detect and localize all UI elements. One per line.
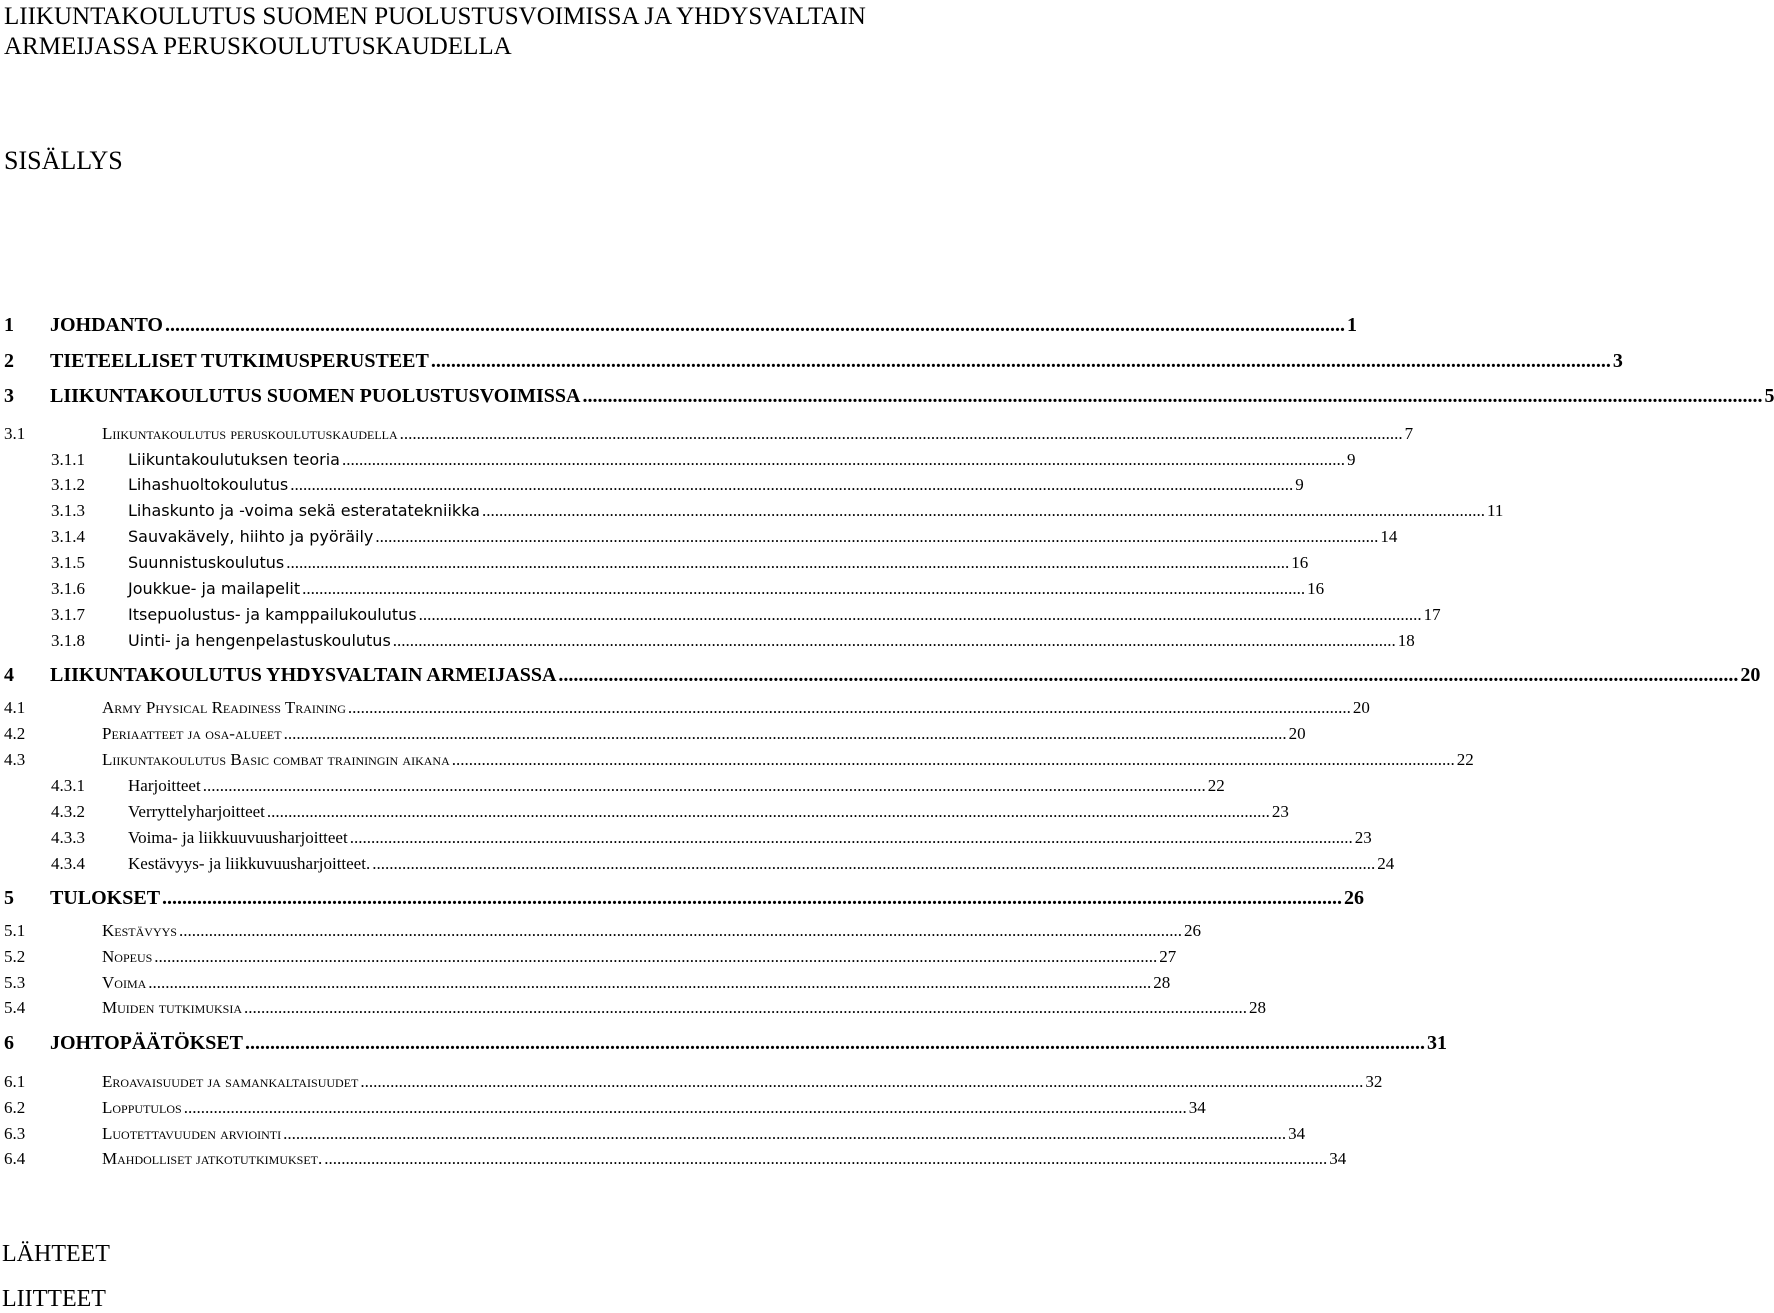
toc-entry-page: 24 [1377, 854, 1395, 873]
toc-entry [0, 349, 1623, 373]
toc-dot-leader [375, 526, 1378, 548]
toc-entry-title: Army Physical Readiness Training [102, 698, 346, 717]
toc-entry [0, 1031, 1448, 1055]
toc-entry-leader [50, 1031, 1448, 1055]
toc-entry-title: Itsepuolustus- ja kamppailukoulutus [128, 605, 417, 624]
toc-entry-number: 3.1.8 [51, 631, 85, 650]
toc-entry-page: 32 [1365, 1072, 1383, 1091]
toc-entry-number: 5.4 [4, 998, 26, 1017]
toc-entry-leader [128, 775, 1225, 797]
toc-entry [0, 384, 1774, 408]
toc-entry-page: 34 [1288, 1124, 1306, 1143]
toc-entry-page: 26 [1344, 887, 1365, 909]
toc-entry-title: Nopeus [102, 947, 153, 966]
toc-entry-title: Verryttelyharjoitteet [128, 802, 265, 821]
toc-entry-title: Luotettavuuden arviointi [102, 1124, 282, 1143]
toc-entry-page: 27 [1159, 947, 1177, 966]
toc-entry-page: 23 [1271, 802, 1289, 821]
toc-entry-title: TULOKSET [50, 887, 161, 909]
document-title: LIIKUNTAKOULUTUS SUOMEN PUOLUSTUSVOIMISSA JA YHDYSVALTAIN ARMEIJASSA PERUSKOULUTUSKAUDELLA [4, 3, 866, 60]
toc-entry [0, 697, 1370, 721]
toc-dot-leader [244, 997, 1247, 1019]
toc-entry-title: TIETEELLISET TUTKIMUSPERUSTEET [50, 350, 429, 372]
toc-entry-number: 6.4 [4, 1149, 26, 1168]
toc-entry-number: 4.3.4 [51, 854, 85, 873]
toc-entry-leader [102, 972, 1171, 994]
toc-entry-title: Sauvakävely, hiihto ja pyöräily [128, 527, 374, 546]
toc-entry-page: 5 [1764, 385, 1774, 407]
toc-entry-number: 6.3 [4, 1124, 26, 1143]
toc-dot-leader [284, 723, 1287, 745]
toc-entry-title: LIIKUNTAKOULUTUS SUOMEN PUOLUSTUSVOIMISSA [50, 385, 581, 407]
toc-dot-leader [290, 474, 1293, 496]
toc-entry-number: 3.1.7 [51, 605, 85, 624]
toc-entry [0, 526, 1398, 550]
toc-entry [0, 749, 1474, 773]
toc-entry [0, 853, 1395, 877]
appendix-references: LÄHTEET [2, 1241, 110, 1267]
toc-dot-leader [148, 972, 1151, 994]
toc-dot-leader [350, 827, 1353, 849]
toc-entry [0, 1148, 1347, 1172]
toc-entry-number: 4.2 [4, 724, 26, 743]
toc-entry-page: 26 [1183, 921, 1201, 940]
toc-entry-leader [50, 313, 1357, 337]
toc-dot-leader [431, 349, 1611, 373]
toc-entry-page: 20 [1740, 664, 1761, 686]
toc-entry-page: 11 [1486, 501, 1504, 520]
toc-entry-leader [102, 423, 1414, 445]
toc-entry-number: 3.1.3 [51, 501, 85, 520]
toc-entry-title: Muiden tutkimuksia [102, 998, 243, 1017]
toc-entry-page: 28 [1249, 998, 1267, 1017]
toc-entry-page: 20 [1288, 724, 1306, 743]
toc-entry [0, 1097, 1206, 1121]
toc-entry [0, 423, 1414, 447]
toc-dot-leader [393, 630, 1396, 652]
toc-entry-number: 3.1.5 [51, 553, 85, 572]
toc-entry-title: Harjoitteet [128, 776, 201, 795]
toc-dot-leader [342, 449, 1345, 471]
toc-entry-leader [102, 749, 1474, 771]
toc-entry-page: 9 [1295, 475, 1304, 494]
toc-entry [0, 1123, 1306, 1147]
toc-entry-number: 3 [4, 385, 14, 407]
toc-entry [0, 663, 1761, 687]
toc-entry-title: Kestävyys- ja liikkuvuusharjoitteet. [128, 854, 371, 873]
toc-entry [0, 801, 1289, 825]
toc-dot-leader [482, 500, 1485, 522]
toc-entry-page: 17 [1423, 605, 1441, 624]
toc-entry-title: Voima [102, 973, 147, 992]
toc-entry-page: 28 [1153, 973, 1171, 992]
toc-entry-title: Lopputulos [102, 1098, 182, 1117]
toc-entry-title: Periaatteet ja osa-alueet [102, 724, 282, 743]
toc-dot-leader [348, 697, 1351, 719]
toc-entry-title: Liikuntakoulutuksen teoria [128, 450, 340, 469]
toc-entry-number: 4.1 [4, 698, 26, 717]
contents-heading: SISÄLLYS [4, 146, 123, 175]
toc-entry-page: 14 [1380, 527, 1398, 546]
toc-entry-title: Mahdolliset jatkotutkimukset. [102, 1149, 323, 1168]
toc-entry-leader [102, 920, 1201, 942]
toc-entry-leader [128, 604, 1441, 626]
toc-entry-page: 7 [1404, 424, 1414, 443]
toc-entry-leader [128, 853, 1395, 875]
toc-entry-page: 20 [1352, 698, 1370, 717]
toc-entry-number: 3.1.4 [51, 527, 85, 546]
toc-entry [0, 723, 1306, 747]
toc-dot-leader [324, 1148, 1327, 1170]
toc-dot-leader [267, 801, 1270, 823]
toc-entry-page: 34 [1329, 1149, 1347, 1168]
toc-dot-leader [286, 552, 1289, 574]
toc-entry-leader [128, 827, 1372, 849]
toc-entry-title: Voima- ja liikkuuvuusharjoitteet [128, 828, 348, 847]
toc-entry [0, 775, 1225, 799]
toc-entry [0, 578, 1325, 602]
toc-entry-leader [102, 997, 1267, 1019]
toc-entry [0, 630, 1415, 654]
toc-entry [0, 972, 1171, 996]
toc-entry-leader [128, 630, 1415, 652]
toc-entry-title: Kestävyys [102, 921, 177, 940]
toc-entry-number: 4.3.1 [51, 776, 85, 795]
toc-entry-page: 31 [1427, 1032, 1448, 1054]
toc-entry-page: 9 [1346, 450, 1356, 469]
toc-entry-number: 2 [4, 350, 14, 372]
toc-entry-number: 5.1 [4, 921, 26, 940]
toc-entry [0, 1071, 1383, 1095]
toc-entry-leader [128, 500, 1504, 522]
toc-entry-number: 4 [4, 664, 14, 686]
toc-entry-leader [128, 474, 1304, 496]
toc-entry-number: 4.3 [4, 750, 26, 769]
toc-entry [0, 474, 1304, 498]
toc-entry-page: 16 [1291, 553, 1309, 572]
toc-entry [0, 604, 1441, 628]
toc-entry-page: 18 [1397, 631, 1415, 650]
toc-entry-leader [50, 384, 1774, 408]
toc-entry-title: Joukkue- ja mailapelit [128, 579, 301, 598]
toc-entry-title: Lihaskunto ja -voima sekä esteratatekniikka [128, 501, 480, 520]
toc-entry-leader [128, 801, 1289, 823]
toc-entry-title: Suunnistuskoulutus [128, 553, 285, 572]
toc-entry-title: LIIKUNTAKOULUTUS YHDYSVALTAIN ARMEIJASSA [50, 664, 557, 686]
toc-dot-leader [245, 1031, 1425, 1055]
toc-entry-leader [102, 1071, 1383, 1093]
toc-entry-number: 4.3.3 [51, 828, 85, 847]
toc-entry-title: Lihashuoltokoulutus [128, 475, 289, 494]
toc-entry [0, 827, 1372, 851]
toc-entry-number: 6.2 [4, 1098, 26, 1117]
toc-dot-leader [203, 775, 1206, 797]
toc-entry-number: 3.1.6 [51, 579, 85, 598]
toc-entry-title: JOHTOPÄÄTÖKSET [50, 1032, 244, 1054]
toc-entry-leader [102, 1097, 1206, 1119]
toc-entry-page: 1 [1346, 314, 1357, 336]
toc-entry [0, 946, 1177, 970]
toc-entry-leader [128, 552, 1309, 574]
toc-entry [0, 313, 1357, 337]
toc-entry [0, 500, 1504, 524]
toc-entry-title: JOHDANTO [50, 314, 163, 336]
toc-entry-number: 5.3 [4, 973, 26, 992]
toc-entry-title: Uinti- ja hengenpelastuskoulutus [128, 631, 391, 650]
toc-entry-title: Liikuntakoulutus peruskoulutuskaudella [102, 424, 398, 443]
toc-entry-leader [50, 886, 1365, 910]
toc-entry [0, 920, 1201, 944]
toc-entry-leader [128, 526, 1398, 548]
toc-entry [0, 886, 1365, 910]
toc-entry-page: 16 [1307, 579, 1325, 598]
toc-entry-page: 22 [1207, 776, 1225, 795]
toc-entry-number: 5 [4, 887, 14, 909]
toc-entry-leader [102, 723, 1306, 745]
toc-dot-leader [165, 313, 1345, 337]
toc-entry-leader [50, 663, 1761, 687]
toc-entry-leader [102, 1123, 1306, 1145]
toc-dot-leader [558, 663, 1738, 687]
appendix-attachments: LIITTEET [2, 1286, 106, 1312]
toc-dot-leader [162, 886, 1342, 910]
toc-entry-leader [128, 578, 1325, 600]
toc-entry-number: 4.3.2 [51, 802, 85, 821]
toc-entry-leader [50, 349, 1623, 373]
toc-entry-leader [128, 449, 1356, 471]
toc-entry-title: Eroavaisuudet ja samankaltaisuudet [102, 1072, 359, 1091]
toc-dot-leader [452, 749, 1455, 771]
toc-dot-leader [283, 1123, 1286, 1145]
toc-dot-leader [179, 920, 1182, 942]
toc-entry-page: 23 [1354, 828, 1372, 847]
toc-entry-leader [102, 946, 1177, 968]
toc-dot-leader [360, 1071, 1363, 1093]
toc-entry-leader [102, 697, 1370, 719]
toc-entry-number: 5.2 [4, 947, 26, 966]
toc-entry-leader [102, 1148, 1347, 1170]
toc-entry-page: 34 [1188, 1098, 1206, 1117]
toc-entry-number: 3.1.1 [51, 450, 85, 469]
toc-entry [0, 449, 1356, 473]
toc-dot-leader [184, 1097, 1187, 1119]
toc-entry-number: 6 [4, 1032, 14, 1054]
toc-dot-leader [372, 853, 1375, 875]
toc-entry-number: 3.1 [4, 424, 26, 443]
toc-dot-leader [400, 423, 1403, 445]
toc-entry-page: 22 [1456, 750, 1474, 769]
toc-dot-leader [419, 604, 1422, 626]
toc-entry-page: 3 [1612, 350, 1623, 372]
toc-dot-leader [582, 384, 1762, 408]
toc-dot-leader [302, 578, 1305, 600]
toc-entry-number: 3.1.2 [51, 475, 85, 494]
toc-entry-title: Liikuntakoulutus Basic combat trainingin aikana [102, 750, 450, 769]
toc-entry [0, 997, 1267, 1021]
toc-entry-number: 1 [4, 314, 14, 336]
toc-entry-number: 6.1 [4, 1072, 26, 1091]
toc-dot-leader [154, 946, 1157, 968]
toc-entry [0, 552, 1309, 576]
